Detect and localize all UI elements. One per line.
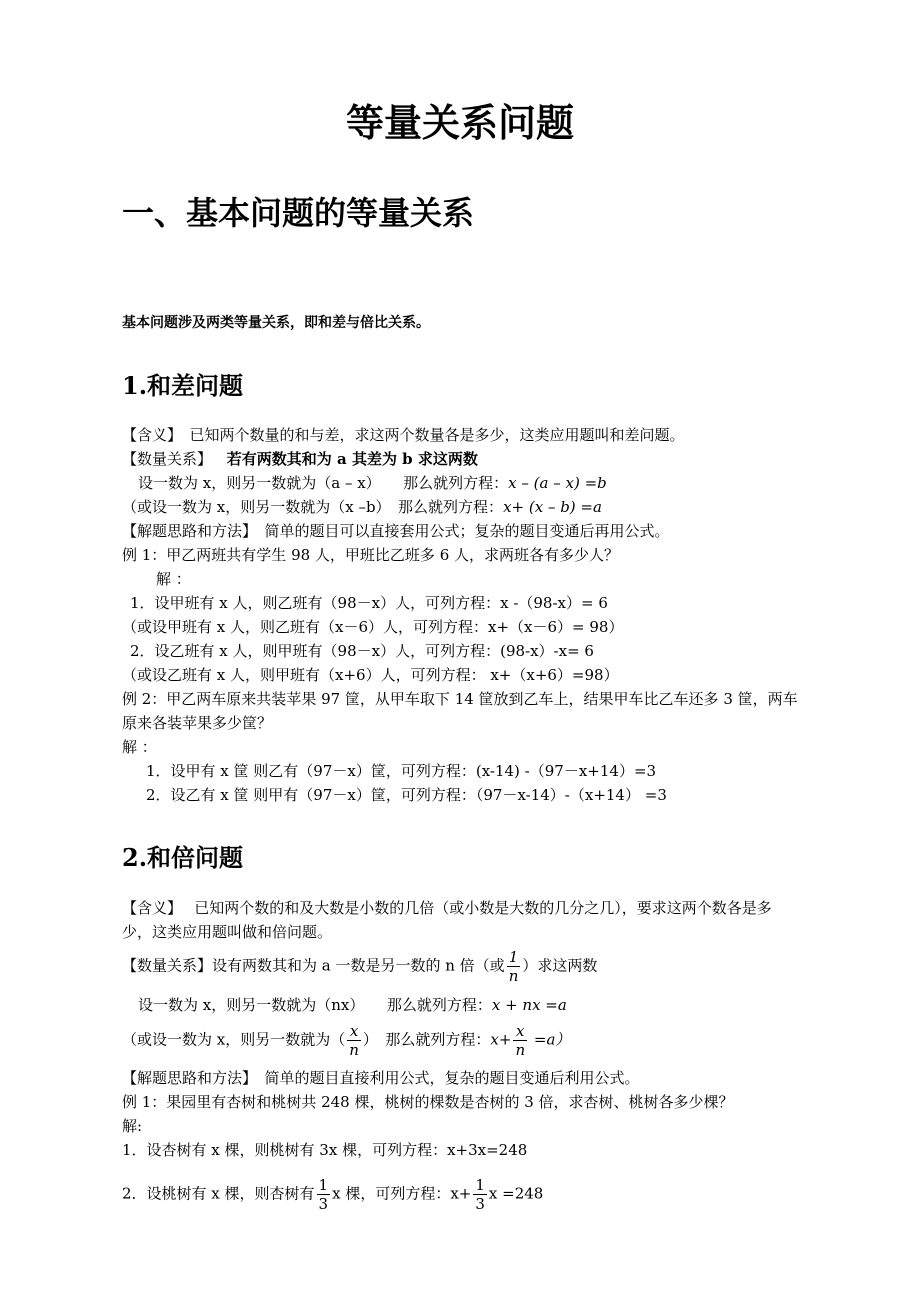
intro-text: 基本问题涉及两类等量关系，即和差与倍比关系。 <box>122 315 430 331</box>
sec2-step-2-mid: x 棵，可列方程：x+ <box>332 1184 472 1203</box>
sec2-line-a <box>138 995 567 1015</box>
sec1-example-2-step-2: 2．设乙有 x 筐 则甲有（97－x）筐，可列方程：（97－x-14）-（x+14） =3 <box>146 786 667 804</box>
sec2-meaning-line-1: 【含义】 已知两个数的和及大数是小数的几倍（或小数是大数的几分之几），要求这两个数各是多 <box>122 899 772 917</box>
fraction-x-over-n-eq <box>513 1022 527 1059</box>
sec2-step-2-post: x =248 <box>488 1184 544 1203</box>
sec2-meaning-line-2: 少，这类应用题叫做和倍问题。 <box>122 923 333 941</box>
sec2-relation <box>122 948 597 985</box>
fraction-denominator: 3 <box>318 1195 329 1213</box>
fraction-numerator: 1 <box>507 948 521 967</box>
sec1-relation-label: 【数量关系】 <box>122 450 213 468</box>
fraction-one-third <box>317 1176 331 1213</box>
sec2-line-b-pre: （或设一数为 x，则另一数就为（ <box>122 1030 346 1049</box>
sec1-example-1: 例 1：甲乙两班共有学生 98 人，甲班比乙班多 6 人，求两班各有多少人？ <box>122 546 620 564</box>
sec1-meaning: 【含义】 已知两个数量的和与差，求这两个数量各是多少，这类应用题叫和差问题。 <box>122 426 685 444</box>
fraction-one-third-eq <box>473 1176 487 1213</box>
sec2-relation-pre: 【数量关系】设有两数其和为 a 一数是另一数的 n 倍（或 <box>122 956 505 975</box>
sec1-example-1-step-1: 1．设甲班有 x 人，则乙班有（98－x）人，可列方程：x -（98-x）= 6 <box>130 594 608 612</box>
sec1-line-b-text: （或设一数为 x，则另一数就为（x –b） 那么就列方程： <box>122 498 504 516</box>
sec1-eq-b: x+ (x – b) =a <box>503 498 602 516</box>
sec2-example-1-step-1: 1．设杏树有 x 棵，则桃树有 3x 棵，可列方程：x+3x=248 <box>122 1141 528 1159</box>
sec2-method: 【解题思路和方法】 简单的题目直接利用公式，复杂的题目变通后利用公式。 <box>122 1069 640 1087</box>
sec2-line-b-mid: ） 那么就列方程： <box>362 1030 491 1049</box>
fraction-denominator: 3 <box>475 1195 485 1213</box>
subsection-heading-2: 2.和倍问题 <box>122 843 244 872</box>
fraction-denominator: n <box>508 967 519 985</box>
sec1-example-2-line-1: 例 2：甲乙两车原来共装苹果 97 筐，从甲车取下 14 筐放到乙车上，结果甲车比乙车还多 3 筐，两车 <box>122 690 798 708</box>
fraction-one-over-n <box>507 948 521 985</box>
sec1-method: 【解题思路和方法】 简单的题目可以直接套用公式；复杂的题目变通后再用公式。 <box>122 522 670 540</box>
sec2-line-a-text: 设一数为 x，则另一数就为（nx） 那么就列方程： <box>138 996 492 1014</box>
sec1-eq-a: x – (a – x) =b <box>508 474 607 492</box>
sec1-example-1-solution: 解 ： <box>156 570 191 588</box>
fraction-numerator: x <box>513 1022 527 1041</box>
sec1-line-a <box>138 473 607 493</box>
sec1-example-1-step-2: （或设甲班有 x 人，则乙班有（x－6）人，可列方程：x+（x－6）= 98） <box>122 618 624 636</box>
sec2-example-1: 例 1：果园里有杏树和桃树共 248 棵，桃树的棵数是杏树的 3 倍，求杏树、桃树各多少棵？ <box>122 1093 734 1111</box>
fraction-numerator: x <box>347 1022 361 1041</box>
sec2-eq-b-post: =a） <box>529 1030 571 1049</box>
sec2-eq-a: x + nx =a <box>491 996 567 1014</box>
fraction-numerator: 1 <box>318 1176 329 1194</box>
sec1-example-2-solution: 解 ： <box>122 738 157 756</box>
sec1-example-1-step-4: （或设乙班有 x 人，则甲班有（x+6）人，可列方程： x+（x+6）=98） <box>122 666 619 684</box>
sec1-relation-text: 若有两数其和为 a 其差为 b 求这两数 <box>226 450 478 468</box>
sec2-example-1-step-2 <box>122 1176 543 1213</box>
sec2-relation-post: ）求这两数 <box>522 956 598 975</box>
sec1-line-b <box>122 497 602 517</box>
fraction-denominator: n <box>349 1041 359 1059</box>
fraction-x-over-n <box>347 1022 361 1059</box>
sec2-step-2-pre: 2．设桃树有 x 棵，则杏树有 <box>122 1184 315 1203</box>
sec1-example-1-step-3: 2．设乙班有 x 人，则甲班有（98－x）人，可列方程：(98-x）-x= 6 <box>130 642 594 660</box>
fraction-denominator: n <box>515 1041 526 1059</box>
document-title: 等量关系问题 <box>345 100 574 145</box>
sec1-example-2-step-1: 1．设甲有 x 筐 则乙有（97－x）筐，可列方程：(x-14) -（97－x+14）=3 <box>146 762 657 780</box>
sec1-example-2-line-2: 原来各装苹果多少筐？ <box>122 714 273 732</box>
sec2-line-b <box>122 1022 570 1059</box>
sec1-line-a-text: 设一数为 x，则另一数就为（a – x） 那么就列方程： <box>138 474 509 492</box>
sec1-relation <box>122 449 478 469</box>
subsection-heading-1: 1.和差问题 <box>122 371 244 400</box>
sec2-example-1-solution: 解: <box>122 1117 143 1135</box>
fraction-numerator: 1 <box>475 1176 485 1194</box>
section-heading: 一、基本问题的等量关系 <box>122 194 475 232</box>
sec2-eq-b-pre: x+ <box>490 1030 512 1049</box>
